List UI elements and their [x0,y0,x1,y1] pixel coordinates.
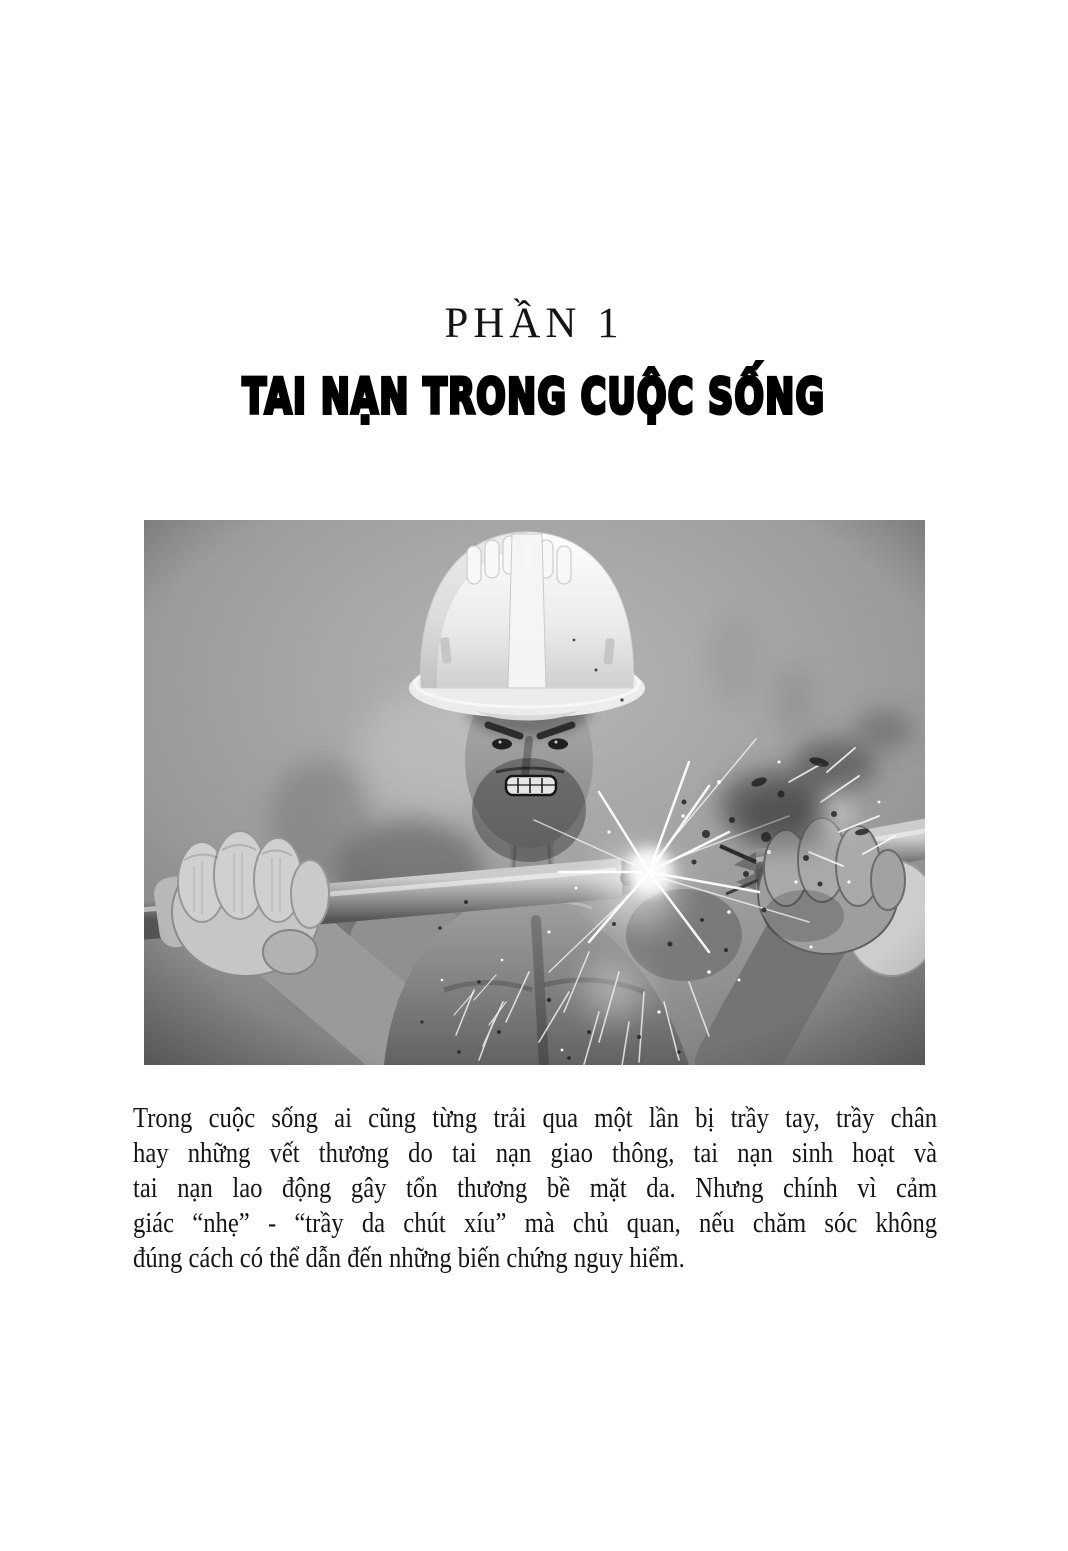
paragraph-line: đúng cách có thể dẫn đến những biến chứng nguy hiểm. [133,1242,685,1274]
chapter-title: TAI NẠN TRONG CUỘC SỐNG [242,369,826,425]
paragraph-line: hay những vết thương do tai nạn giao thông, tai nạn sinh hoạt và [133,1137,938,1169]
paragraph-line: tai nạn lao động gây tổn thương bề mặt da. Nhưng chính vì cảm [133,1172,938,1204]
paragraph-line: giác “nhẹ” - “trầy da chút xíu” mà chủ quan, nếu chăm sóc không [133,1207,938,1239]
intro-paragraph [133,1101,937,1276]
paragraph-line: Trong cuộc sống ai cũng từng trải qua một lần bị trầy tay, trầy chân [133,1102,938,1134]
worker-photo-illustration [144,520,925,1065]
vignette [144,520,925,1065]
worker-accident-photo [144,520,925,1065]
part-label: PHẦN 1 [444,300,624,347]
